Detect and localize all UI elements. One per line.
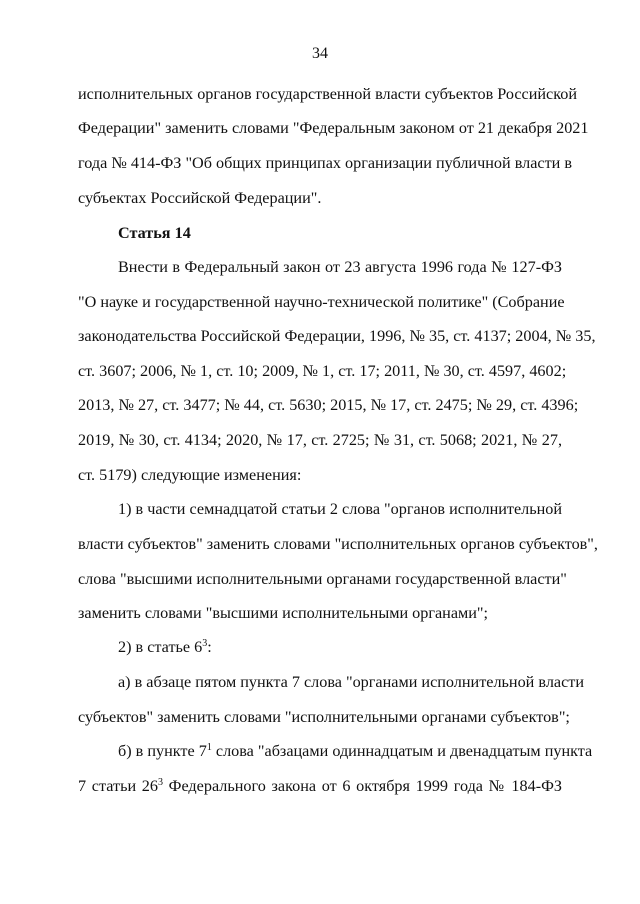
text-line: 2019, № 30, ст. 4134; 2020, № 17, ст. 2725; № 31, ст. 5068; 2021, № 27, [78,431,562,449]
text-line: Внести в Федеральный закон от 23 августа 1996 года № 127-ФЗ [118,258,562,276]
text-line: 2013, № 27, ст. 3477; № 44, ст. 5630; 2015, № 17, ст. 2475; № 29, ст. 4396; [78,396,579,414]
superscript: 3 [157,777,163,788]
text-line: "О науке и государственной научно-технической политике" (Собрание [78,293,565,311]
superscript: 3 [202,638,208,649]
text-line: субъектах Российской Федерации". [78,189,322,207]
page-number: 34 [312,45,328,62]
text-fragment: 2) в статье 6 [118,638,203,656]
text-line [118,637,562,657]
text-line: слова "высшими исполнительными органами государственной власти" [78,570,567,588]
text-line: года № 414-ФЗ "Об общих принципах организации публичной власти в [78,154,572,172]
article-heading: Статья 14 [118,224,191,242]
text-fragment: : [207,638,212,656]
text-line: заменить словами "высшими исполнительными органами"; [78,604,489,622]
text-line: субъектов" заменить словами "исполнительными органами субъектов"; [78,708,570,726]
text-line [78,776,562,796]
text-line: исполнительных органов государственной власти субъектов Российской [78,85,578,103]
text-fragment: Федерального закона от 6 октября 1999 года № 184-ФЗ [162,777,562,795]
text-fragment: 7 статьи 26 [78,777,158,795]
text-fragment: слова "абзацами одиннадцатым и двенадцатым пункта [211,742,593,760]
superscript: 1 [206,742,212,753]
text-line [118,741,593,761]
text-line: а) в абзаце пятом пункта 7 слова "органами исполнительной власти [118,673,584,691]
text-line: законодательства Российской Федерации, 1996, № 35, ст. 4137; 2004, № 35, [78,327,596,345]
text-line: 1) в части семнадцатой статьи 2 слова "органов исполнительной [118,500,563,518]
text-line: власти субъектов" заменить словами "исполнительных органов субъектов", [78,535,598,553]
text-line: ст. 3607; 2006, № 1, ст. 10; 2009, № 1, ст. 17; 2011, № 30, ст. 4597, 4602; [78,362,567,380]
text-line: ст. 5179) следующие изменения: [78,466,302,484]
text-fragment: б) в пункте 7 [118,742,207,760]
text-line: Федерации" заменить словами "Федеральным законом от 21 декабря 2021 [78,119,589,137]
